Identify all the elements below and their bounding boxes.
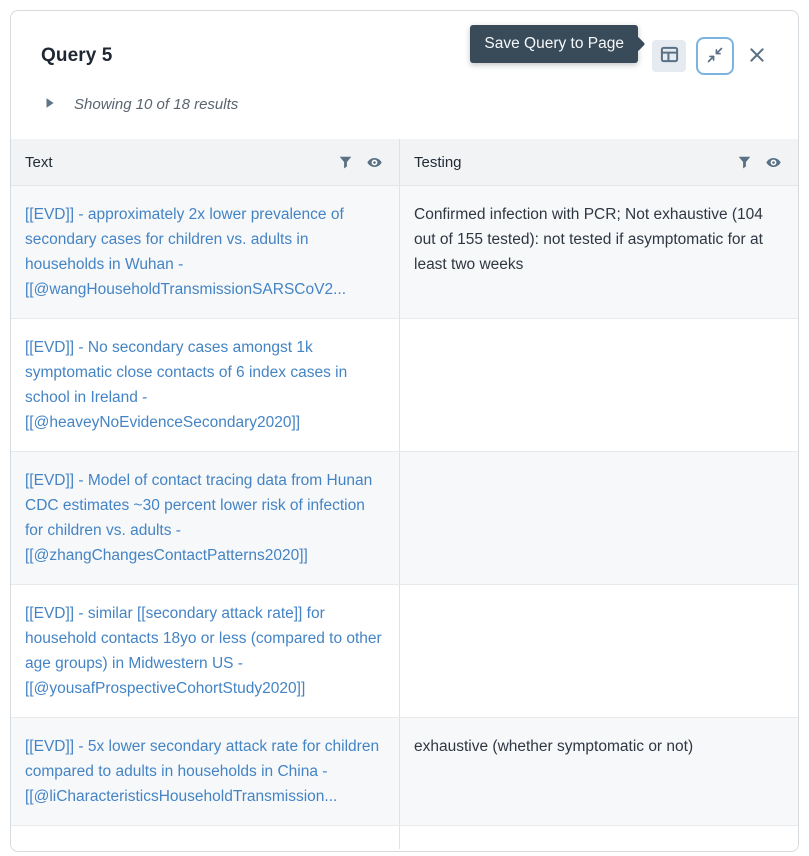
tooltip-arrow-icon — [630, 36, 646, 52]
result-testing-cell[interactable] — [400, 585, 798, 717]
table-row — [11, 318, 798, 451]
filter-icon[interactable] — [338, 155, 353, 170]
result-testing-cell — [400, 826, 798, 849]
query-results-table — [11, 139, 798, 849]
result-text-cell — [11, 826, 400, 849]
table-row — [11, 717, 798, 825]
result-testing-cell[interactable] — [400, 319, 798, 451]
column-label: Testing — [414, 153, 462, 171]
query-card — [10, 10, 799, 852]
eye-icon[interactable] — [366, 155, 383, 170]
result-text-cell[interactable]: [[EVD]] - similar [[secondary attack rate]] for household contacts 18yo or less (compared to other age groups) in Midwestern US - [[@yousafProspectiveCohortStudy2020]] — [11, 585, 400, 717]
caret-right-icon — [45, 97, 55, 112]
expand-results-toggle[interactable] — [41, 95, 59, 113]
eye-icon[interactable] — [765, 155, 782, 170]
table-row — [11, 584, 798, 717]
results-subheader — [41, 95, 798, 113]
result-testing-cell[interactable]: Confirmed infection with PCR; Not exhaustive (104 out of 155 tested): not tested if asymptomatic for at least two weeks — [414, 206, 763, 273]
page-title: Query 5 — [41, 45, 113, 66]
save-query-to-page-button[interactable] — [652, 40, 686, 72]
tooltip-label: Save Query to Page — [484, 35, 624, 52]
filter-icon[interactable] — [737, 155, 752, 170]
tooltip — [470, 25, 638, 63]
result-text-cell[interactable]: [[EVD]] - approximately 2x lower prevalence of secondary cases for children vs. adults in households in Wuhan - [[@wangHouseholdTransmissionSARSCoV2... — [11, 186, 400, 318]
query-header — [11, 11, 798, 75]
close-icon — [748, 46, 766, 67]
table-icon — [660, 45, 679, 67]
result-testing-cell[interactable]: exhaustive (whether symptomatic or not) — [414, 738, 694, 755]
header-actions — [652, 37, 770, 75]
minimize-icon — [706, 46, 724, 67]
result-text-cell[interactable]: [[EVD]] - Model of contact tracing data from Hunan CDC estimates ~30 percent lower risk of infection for children vs. adults - [[@zhangChangesContactPatterns2020]] — [11, 452, 400, 584]
table-header-row — [11, 139, 798, 186]
results-summary: Showing 10 of 18 results — [74, 95, 239, 113]
column-label: Text — [25, 153, 53, 171]
result-text-cell[interactable]: [[EVD]] - No secondary cases amongst 1k symptomatic close contacts of 6 index cases in school in Ireland - [[@heaveyNoEvidenceSecondary2020]] — [11, 319, 400, 451]
result-text-cell[interactable]: [[EVD]] - 5x lower secondary attack rate for children compared to adults in households in China - [[@liCharacteristicsHouseholdTransmission... — [11, 718, 400, 825]
result-testing-cell[interactable] — [400, 452, 798, 584]
table-row — [11, 186, 798, 318]
table-row-partial — [11, 825, 798, 849]
table-row — [11, 451, 798, 584]
column-header-text — [11, 139, 400, 185]
collapse-button[interactable] — [696, 37, 734, 75]
column-header-testing — [400, 139, 798, 185]
close-button[interactable] — [744, 43, 770, 69]
